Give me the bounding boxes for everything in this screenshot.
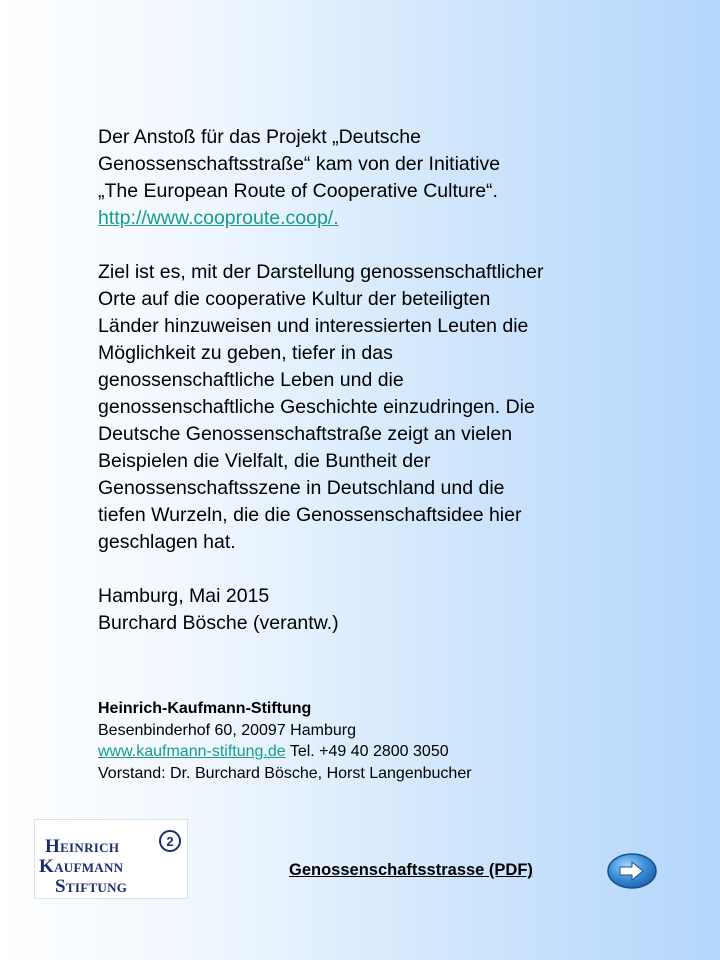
next-arrow-button[interactable] <box>606 852 658 890</box>
body-line: Orte auf die cooperative Kultur der beteiligten <box>98 288 491 310</box>
logo-line-kaufmann: Kaufmann <box>39 856 124 877</box>
logo-line-heinrich: Heinrich <box>45 836 120 857</box>
body-line: genossenschaftliche Geschichte einzudringen. Die <box>98 396 535 418</box>
intro-line-1: Der Anstoß für das Projekt „Deutsche <box>98 126 421 148</box>
contact-block <box>98 698 598 784</box>
intro-text-block <box>98 124 658 637</box>
logo-line-stiftung: Stiftung <box>55 876 128 897</box>
signature-author: Burchard Bösche (verantw.) <box>98 612 339 634</box>
paragraph-spacer <box>98 556 658 583</box>
logo-emblem-text: 2 <box>166 834 174 849</box>
organization-address: Besenbinderhof 60, 20097 Hamburg <box>98 721 356 739</box>
organization-name: Heinrich-Kaufmann-Stiftung <box>98 700 312 717</box>
body-line: Beispielen die Vielfalt, die Buntheit der <box>98 450 431 472</box>
paragraph-spacer <box>98 232 658 259</box>
body-line: geschlagen hat. <box>98 531 236 553</box>
website-link[interactable]: www.kaufmann-stiftung.de <box>98 743 286 760</box>
body-line: genossenschaftliche Leben und die <box>98 369 404 391</box>
website-phone-line <box>98 741 598 763</box>
phone-number: Tel. +49 40 2800 3050 <box>285 743 449 760</box>
body-line: Deutsche Genossenschaftstraße zeigt an vielen <box>98 423 513 445</box>
intro-line-2: Genossenschaftsstraße“ kam von der Initiative <box>98 153 501 175</box>
logo-emblem-icon <box>159 830 181 852</box>
intro-line-3: „The European Route of Cooperative Culture“. <box>98 180 498 202</box>
signature-place-date: Hamburg, Mai 2015 <box>98 585 270 607</box>
body-line: Genossenschaftsszene in Deutschland und die <box>98 477 505 499</box>
body-line: Möglichkeit zu geben, tiefer in das <box>98 342 393 364</box>
cooproute-link[interactable]: http://www.cooproute.coop/. <box>98 207 339 229</box>
body-line: tiefen Wurzeln, die die Genossenschaftsidee hier <box>98 504 522 526</box>
foundation-logo <box>34 819 188 899</box>
body-line: Länder hinzuweisen und interessierten Leuten die <box>98 315 529 337</box>
body-line: Ziel ist es, mit der Darstellung genossenschaftlicher <box>98 261 544 283</box>
pdf-download-link[interactable]: Genossenschaftsstrasse (PDF) <box>289 861 533 879</box>
board-members: Vorstand: Dr. Burchard Bösche, Horst Langenbucher <box>98 764 472 782</box>
